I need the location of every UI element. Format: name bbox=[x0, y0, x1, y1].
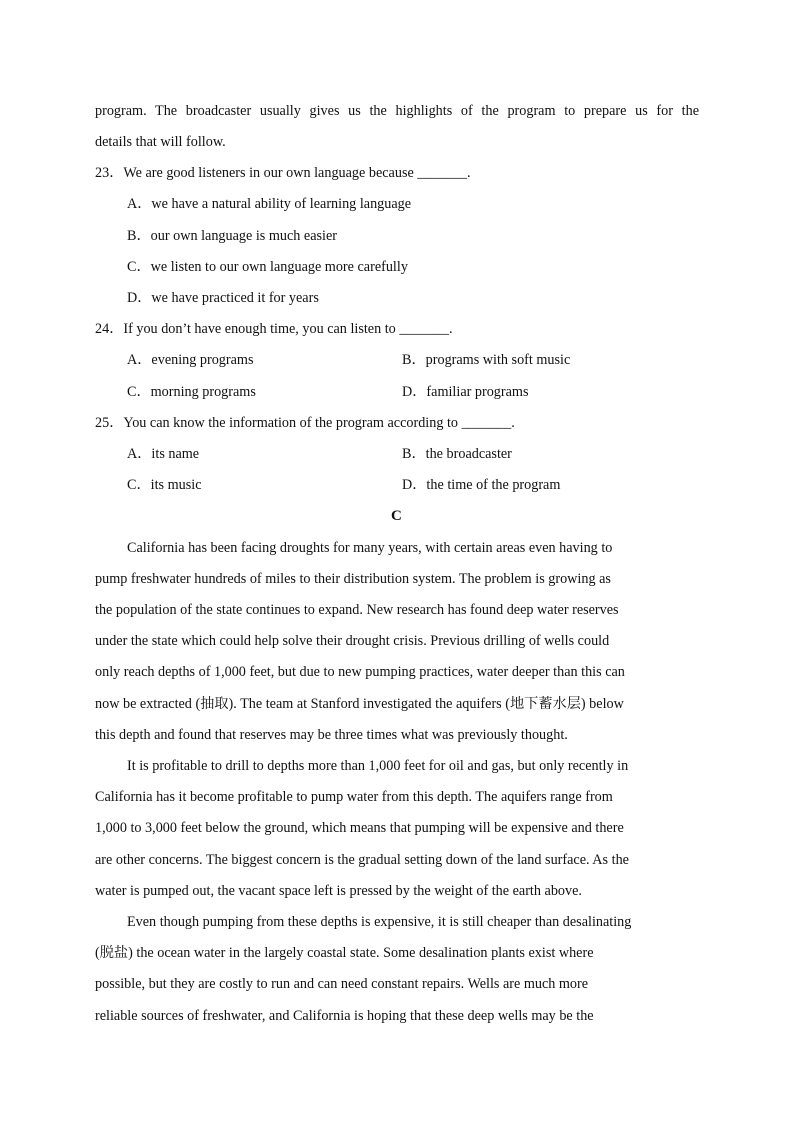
question-25-option-a: A．its name bbox=[127, 446, 200, 462]
passage-line: water is pumped out, the vacant space left is pressed by the weight of the earth above. bbox=[95, 883, 582, 899]
question-24-option-d: D．familiar programs bbox=[402, 384, 529, 400]
question-23-option-b: B．our own language is much easier bbox=[127, 228, 338, 244]
passage-line: possible, but they are costly to run and can need constant repairs. Wells are much more bbox=[95, 976, 589, 992]
question-25-option-d: D．the time of the program bbox=[402, 477, 561, 493]
passage-line: California has been facing droughts for many years, with certain areas even having to bbox=[127, 540, 613, 556]
section-title: C bbox=[391, 508, 402, 524]
question-25-option-b: B．the broadcaster bbox=[402, 446, 512, 462]
passage-line: (脱盐) the ocean water in the largely coastal state. Some desalination plants exist where bbox=[95, 945, 594, 961]
question-23-option-c: C．we listen to our own language more carefully bbox=[127, 259, 408, 275]
question-25: 25．You can know the information of the program according to _______. bbox=[95, 415, 515, 431]
passage-line: reliable sources of freshwater, and California is hoping that these deep wells may be the bbox=[95, 1008, 594, 1024]
passage-line: this depth and found that reserves may be three times what was previously thought. bbox=[95, 727, 568, 743]
question-24: 24．If you don’t have enough time, you can listen to _______. bbox=[95, 321, 453, 337]
question-25-option-c: C．its music bbox=[127, 477, 202, 493]
passage-line: now be extracted (抽取). The team at Stanford investigated the aquifers (地下蓄水层) below bbox=[95, 696, 624, 712]
passage-line: are other concerns. The biggest concern is the gradual setting down of the land surface. As the bbox=[95, 852, 629, 868]
question-23-option-d: D．we have practiced it for years bbox=[127, 290, 319, 306]
passage-line: California has it become profitable to pump water from this depth. The aquifers range from bbox=[95, 789, 613, 805]
passage-line: the population of the state continues to expand. New research has found deep water reserves bbox=[95, 602, 619, 618]
question-23-option-a: A．we have a natural ability of learning language bbox=[127, 196, 412, 212]
passage-line: 1,000 to 3,000 feet below the ground, which means that pumping will be expensive and there bbox=[95, 820, 624, 836]
passage-line: only reach depths of 1,000 feet, but due to new pumping practices, water deeper than this can bbox=[95, 664, 625, 680]
passage-line: It is profitable to drill to depths more than 1,000 feet for oil and gas, but only recently in bbox=[127, 758, 629, 774]
passage-line: Even though pumping from these depths is expensive, it is still cheaper than desalinating bbox=[127, 914, 632, 930]
question-23: 23．We are good listeners in our own language because _______. bbox=[95, 165, 471, 181]
question-24-option-a: A．evening programs bbox=[127, 352, 254, 368]
intro-line: details that will follow. bbox=[95, 134, 226, 150]
passage-line: under the state which could help solve their drought crisis. Previous drilling of wells could bbox=[95, 633, 610, 649]
question-24-option-b: B．programs with soft music bbox=[402, 352, 571, 368]
passage-line: pump freshwater hundreds of miles to their distribution system. The problem is growing as bbox=[95, 571, 611, 587]
intro-line: program. The broadcaster usually gives us the highlights of the program to prepare us for the bbox=[95, 103, 699, 119]
question-24-option-c: C．morning programs bbox=[127, 384, 256, 400]
